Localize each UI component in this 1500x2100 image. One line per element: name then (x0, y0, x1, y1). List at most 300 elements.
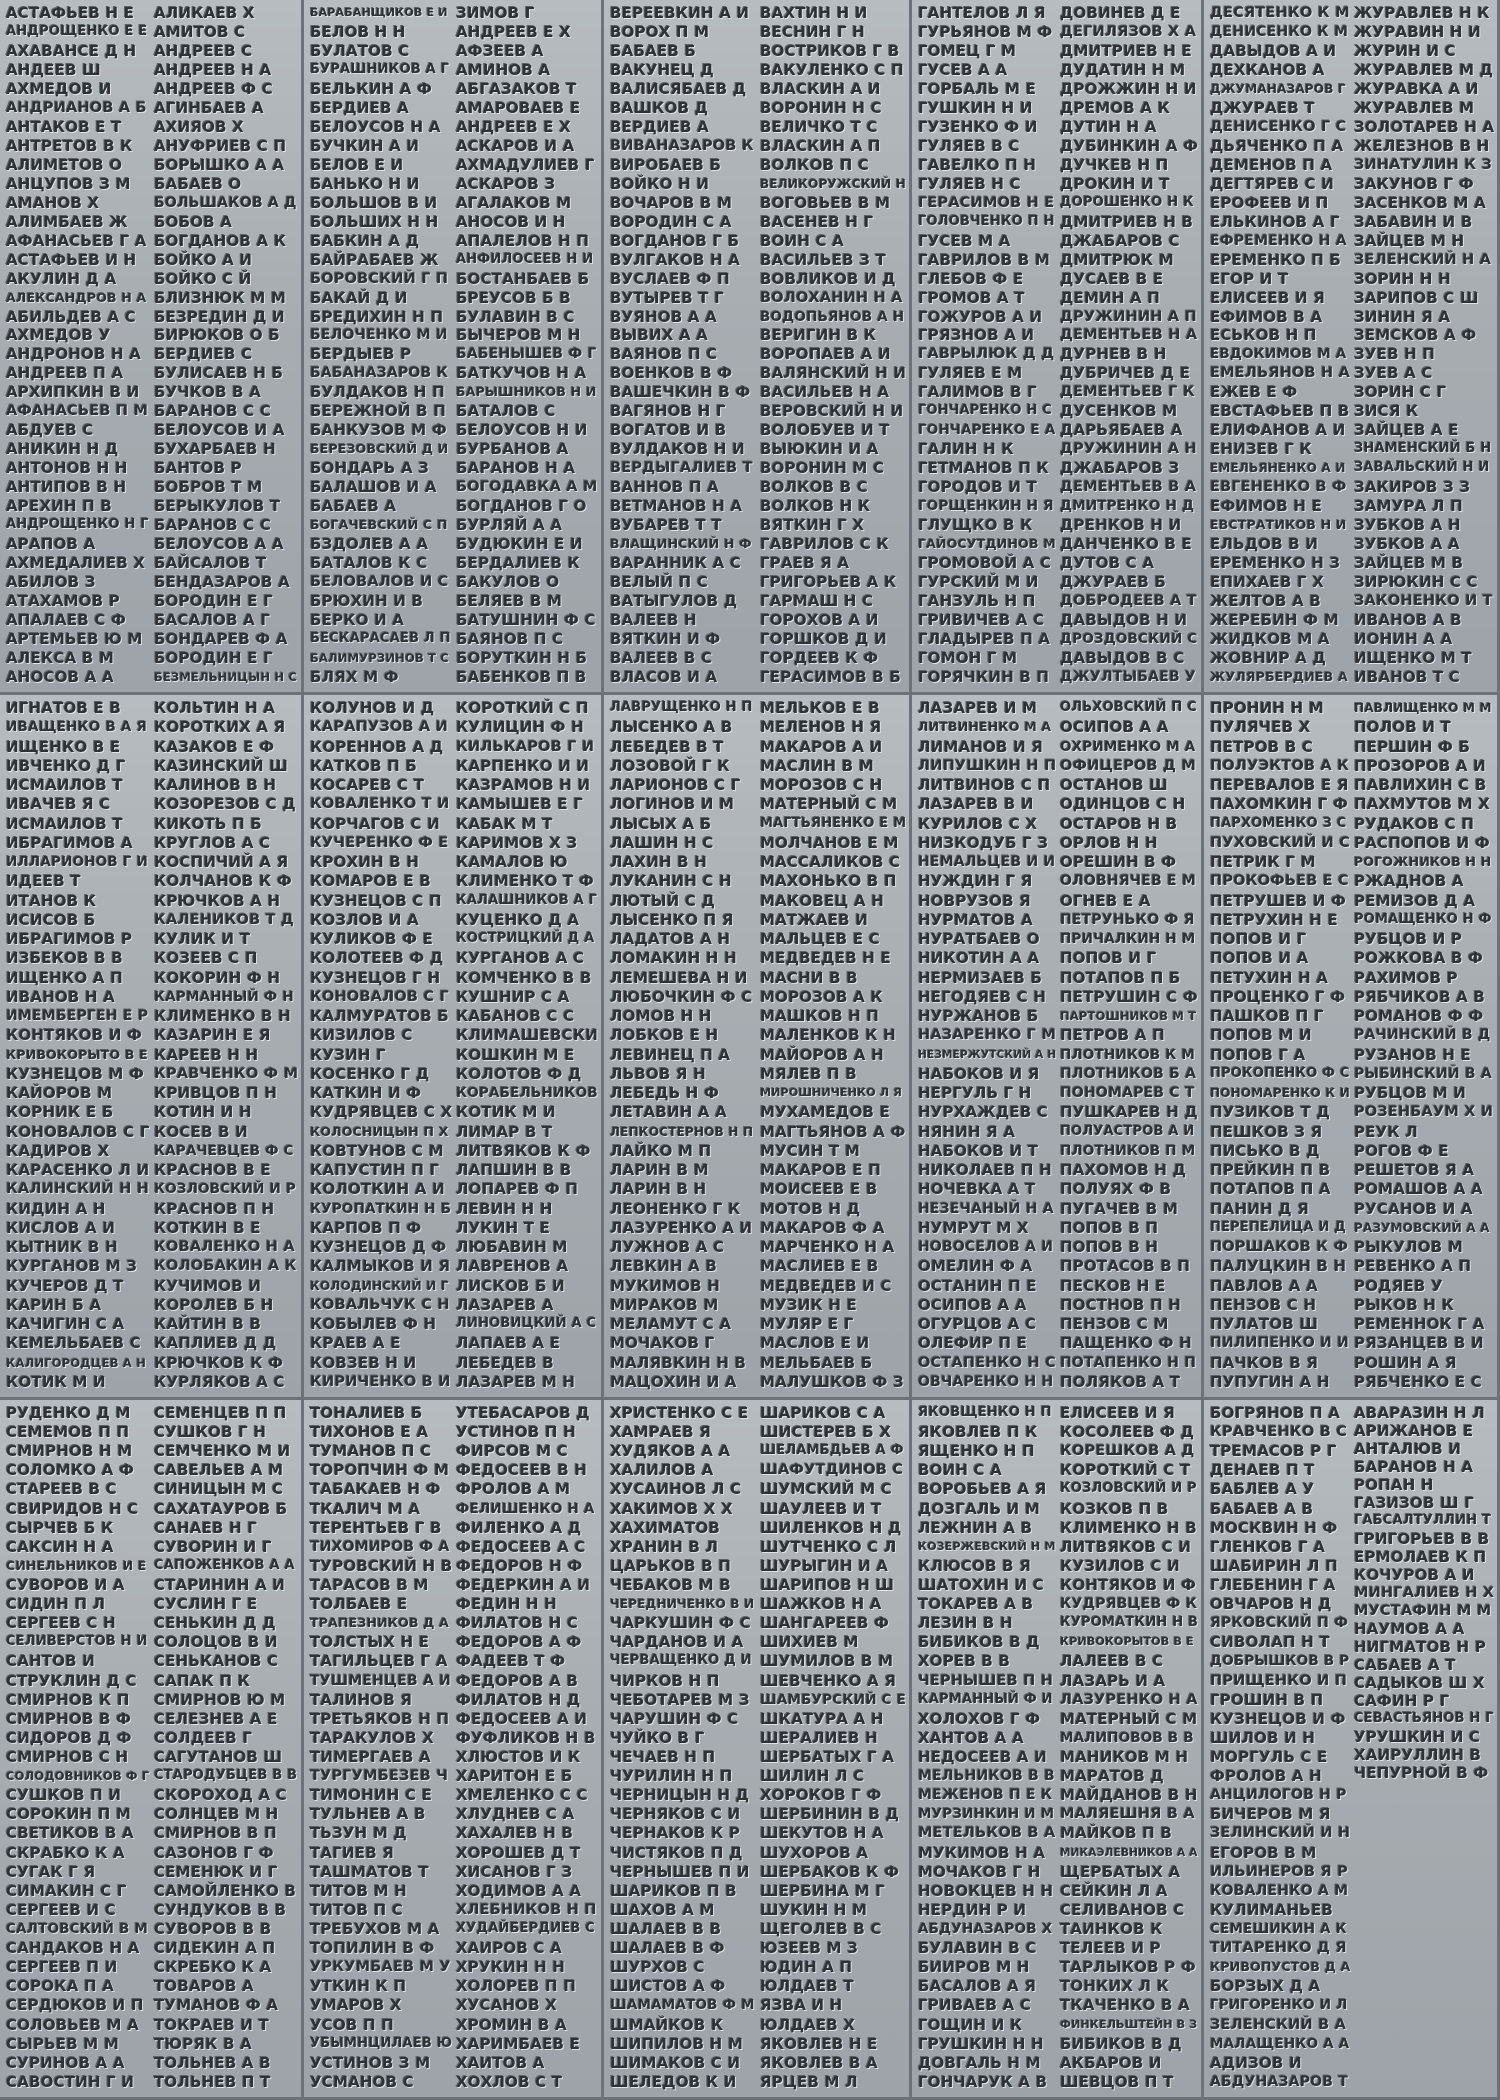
name-entry: ФЕДОРОВ Н Ф (456, 1556, 583, 1575)
name-entry: БОСТАНБАЕВ Б (456, 269, 590, 288)
name-entry: АХМЕДОВ И (6, 79, 112, 98)
name-entry: АНДРОЩЕНКО Н Г (6, 517, 149, 533)
name-entry: ОРЕШИН В Ф (1060, 853, 1177, 871)
name-entry: ГОРШКОВ Д И (760, 629, 887, 648)
name-entry: КУРГАНОВ А С (456, 949, 585, 968)
name-entry: ШУТЧЕНКО С Л (760, 1537, 897, 1556)
name-entry: КОБЫЛЕВ Ф Н (310, 1315, 437, 1333)
name-entry: КОРОТКИХ А Я (154, 718, 286, 737)
name-entry: КЛИМАШЕВСКИ (456, 1026, 599, 1045)
name-entry: ВОЕНКОВ В Ф (610, 364, 733, 383)
name-entry: ДЖУРАЕВ Т (1210, 98, 1315, 117)
name-entry: КОСЕВ В И (154, 1122, 248, 1141)
name-entry: АНДРЕЕВ Е Х (456, 117, 571, 136)
name-entry: АНТАЛЮВ И (1354, 1440, 1462, 1458)
name-entry: ОСТАНИН П Е (918, 1276, 1037, 1295)
name-entry: ЗЕМСКОВ А Ф (1354, 326, 1477, 345)
name-entry: СЕМЕШИКИН А К (1210, 1920, 1347, 1937)
name-entry: ЧЕРНЯКОВ С И (610, 1805, 741, 1824)
name-entry: ДЕГИЛЯЗОВ Х А (1060, 23, 1197, 40)
name-entry: НУРЖАНОВ Б (918, 1007, 1039, 1025)
name-entry: МАЛУШКОВ Ф З (760, 1372, 904, 1391)
name-entry: МАРАТОВ Д (1060, 1767, 1164, 1786)
name-entry: АНДРЕЕВ Н А (154, 60, 272, 79)
name-entry: КЛИМЕНКО В Н (154, 1007, 291, 1025)
name-entry: ВОРОПАЕВ А И (760, 345, 891, 364)
name-entry: АЛИМБАЕВ Ж (6, 212, 128, 231)
name-entry: СУВОРОВ И А (6, 1575, 125, 1594)
name-entry: БЕЛЯЕВ В М (456, 592, 563, 611)
name-entry: ПАХМУТОВ М Х (1354, 795, 1490, 814)
name-entry: БЛЯХ М Ф (310, 667, 399, 686)
name-entry: СОРОКА П А (6, 1977, 114, 1996)
name-entry: ИВАЩЕНКО В А Я (6, 719, 147, 736)
name-entry: ИГНАТОВ Е В (6, 699, 122, 717)
name-entry: БАЛАШОВ И А (310, 478, 437, 497)
name-entry: ЕЛЬДОВ В И (1210, 535, 1319, 554)
name-entry: ВЕРДИЕВ А (610, 117, 709, 136)
name-entry: ЗАБАВИН И В (1354, 212, 1473, 231)
name-entry: ВЛАСОВ И А (610, 667, 718, 686)
name-entry: КАЛМУРАТОВ Б (310, 1007, 449, 1025)
name-entry: СЕМЕМОВ П П (6, 1423, 130, 1442)
name-entry: ВАННОВ П А (610, 478, 719, 497)
name-entry: КОРОТКИЙ С П (456, 699, 589, 717)
name-entry: СОЛОЦОВ В И (154, 1633, 278, 1652)
name-entry: ЗИНИН Я А (1354, 307, 1451, 326)
name-entry: УТЕБАСАРОВ Д (456, 1404, 590, 1422)
name-entry: МУЗИК Н Е (760, 1295, 858, 1314)
name-entry: РЫБИНСКИЙ В А (1354, 1065, 1492, 1082)
name-entry: ЛАДАТОВ А Н (610, 930, 731, 948)
name-entry: ГОНЧАРЕНКО Н С (918, 403, 1053, 419)
name-entry: ШУХОРОВ А (760, 1843, 869, 1862)
name-entry: САЗОНОВ Г Ф (154, 1843, 274, 1862)
name-entry: СЕЛИВЕРСТОВ Н И (6, 1634, 148, 1650)
name-entry: ДМИТРИЕВ Н Е (1060, 41, 1192, 60)
name-entry: ХУСАИНОВ Л С (610, 1480, 742, 1499)
name-entry: МАЦОХИН И А (610, 1372, 737, 1391)
name-entry: ВОРОДИН С А (610, 212, 732, 231)
name-entry: ВАЯНОВ П С (610, 345, 718, 364)
name-entry: ДЖУРАЕВ Б (1060, 573, 1167, 592)
name-entry: ГЛЕБЕНИН Г А (1210, 1575, 1336, 1594)
name-entry: ХЛЕБНИКОВ Н П (456, 1901, 597, 1918)
name-entry: ТЕЛЕЕВ И Р (1060, 1939, 1161, 1958)
name-entry: АМИТОВ С (154, 22, 246, 41)
name-entry: АРАПОВ А (6, 535, 96, 554)
name-entry: ДУСЕНКОВ М (1060, 402, 1178, 421)
name-entry: ШИХИЕВ М (760, 1633, 859, 1652)
name-entry: МАЛЕНКОВ К Н (760, 1026, 896, 1045)
name-entry: ТУЛЬНЕВ А В (310, 1805, 426, 1824)
name-entry: КИСЛОВ А И (6, 1218, 116, 1237)
name-entry: МУСТАФИН М М (1354, 1603, 1492, 1619)
name-entry: ДОБРОДЕЕВ А Т (1060, 593, 1197, 610)
name-entry: ШЕЛЕДОВ К И (610, 2072, 737, 2091)
name-entry: ЛАЛЕЕВ В С (1060, 1652, 1164, 1671)
name-entry: КАЗИНСКИЙ Ш (154, 756, 288, 775)
name-entry: БУЧКОВ В А (154, 383, 262, 402)
name-entry: АНДРЕЕВ Ф С (154, 79, 273, 98)
name-entry: БУЛАВИН В С (456, 307, 575, 326)
name-entry: БАЙСАЛОВ Т (154, 554, 267, 573)
name-entry: ШЕРБАКОВ К Ф (760, 1862, 900, 1881)
name-entry: ВОЙКО Н И (610, 174, 710, 193)
name-entry: ЗОЛОТАРЕВ Н А (1354, 117, 1495, 136)
name-entry: БУЛДАКОВ Н П (310, 383, 445, 402)
name-entry: ЧЕРВАЩЕНКО Д И (610, 1653, 752, 1669)
name-entry: ЖИДКОВ М А (1210, 629, 1330, 648)
name-entry: САКСИН Н А (6, 1537, 114, 1556)
name-entry: КУЛИКОВ Ф Е (310, 930, 434, 948)
name-entry: АБГАЗАКОВ Т (456, 79, 577, 98)
name-entry: ЛАРИН В М (610, 1161, 709, 1179)
name-entry: АВАРАЗИН Н Л (1354, 1404, 1485, 1422)
name-entry: КУЛИМАНЬЕВ (1210, 1900, 1334, 1919)
name-entry: УТКИН К П (310, 1977, 407, 1996)
name-entry: ПРИЧАЛКИН Н М (1060, 931, 1196, 947)
name-entry: ТАРАСОВ В М (310, 1575, 429, 1594)
name-entry: ЛАЙКО М П (610, 1141, 712, 1160)
name-entry: НУРАТБАЕВ О (918, 930, 1040, 948)
name-entry: САВОСТИН Г И (6, 2072, 135, 2091)
name-entry: ФАДЕЕВ Т Ф (456, 1652, 566, 1671)
name-entry: РЯЗАНЦЕВ В И (1354, 1334, 1484, 1353)
name-entry: ИЩЕНКО А П (6, 968, 123, 987)
name-entry: ТИТОВ П С (310, 1900, 404, 1919)
name-entry: АБИЛОВ З (6, 573, 96, 592)
name-entry: АНОСОВ И Н (456, 212, 566, 231)
name-entry: КОНТЯКОВ И Ф (1060, 1575, 1197, 1594)
name-entry: ЛАЗАРЕВ А (456, 1295, 554, 1314)
name-entry: ЗАМУРА Л П (1354, 497, 1463, 516)
name-entry: ЮДИН А П (760, 1958, 853, 1977)
name-entry: КАДИРОВ Х (6, 1141, 110, 1160)
name-entry: ПАВЛИЩЕНКО М М (1354, 701, 1492, 715)
name-entry: КАМЫШЕВ Е Г (456, 795, 583, 814)
name-entry: МИКАЭЛЕВНИКОВ А А (1060, 1846, 1198, 1859)
name-entry: ПРЕЙКИН П В (1210, 1161, 1331, 1179)
name-column (918, 695, 1056, 1397)
name-entry: МЕЛЬБАЕВ Б (760, 1353, 873, 1372)
name-entry: ЯРЦЕВ М Л (760, 2072, 858, 2091)
name-entry: ДЕСЯТЕНКО К М (1210, 5, 1350, 21)
name-entry: ТАБАКАЕВ Н Ф (310, 1480, 441, 1499)
name-entry: НЕРДИН Р И (918, 1900, 1027, 1919)
name-entry: МЕЛЬНИКОВ В В (918, 1768, 1055, 1785)
name-entry: КРИВОПУСТОВ Д А (1210, 1959, 1351, 1975)
name-entry: КОВАЛЕНКО А М (1210, 1882, 1349, 1899)
name-entry: РЫКУЛОВ М (1354, 1238, 1463, 1256)
name-entry: ЛИТВЯКОВ К Ф (456, 1141, 591, 1160)
name-entry: ИЛЬИНЕРОВ Я Р (1210, 1863, 1348, 1880)
name-entry: ШАРИКОВ П В (610, 1881, 737, 1900)
name-entry: СЕРДЮКОВ И П (6, 1996, 144, 2015)
name-column (918, 1400, 1056, 2097)
name-entry: ЧЕРНАКОВ К Р (610, 1824, 741, 1843)
name-entry: ЛАЗАРЕВ И М (918, 699, 1038, 717)
name-entry: БЕЛОВ Е И (310, 155, 404, 174)
name-plate (604, 1400, 912, 2100)
name-entry: КИДИН А Н (6, 1199, 106, 1218)
name-entry: КОРНИК Е Б (6, 1103, 114, 1122)
name-entry: ХУДЯКОВ А А (610, 1442, 731, 1461)
name-entry: КОНОВАЛОВ С Г (6, 1122, 150, 1141)
name-entry: НЕДОСЕЕВ А И (918, 1747, 1047, 1766)
name-entry: ГОРДЕЕВ К Ф (760, 648, 879, 667)
name-entry: АПАЛЕЛОВ Н П (456, 231, 590, 250)
name-entry: ТАГИЛЬЦЕВ Г А (310, 1652, 448, 1671)
name-entry: АМИНОВ А (456, 60, 551, 79)
name-entry: ЮЛДАЕВ Х (760, 2015, 856, 2034)
name-entry: МОЛЧАНОВ Е М (760, 833, 899, 852)
name-entry: УРКУМБАЕВ М У (310, 1959, 451, 1976)
name-entry: КАЧИГИН С А (6, 1315, 125, 1333)
name-entry: ОСТАПЕНКО Н С (918, 1354, 1056, 1371)
name-entry: ЛЕТАВИН А А (610, 1103, 727, 1122)
name-entry: ЯКОВЛЕВ В А (760, 2053, 878, 2072)
name-entry: ДЕМИН А П (1060, 288, 1161, 307)
name-entry: ПАРХОМЕНКО З С (1210, 815, 1347, 831)
name-entry: БАБАЕВ О (154, 174, 242, 193)
name-entry: КАРПЕНКО И И (456, 756, 590, 775)
name-entry: ГРАЕВ Я А (760, 554, 850, 573)
name-entry: ВАРАННИК А С (610, 554, 742, 573)
name-entry: МАРЧЕНКО Н А (760, 1238, 895, 1256)
name-entry: АНДРЕЕВ С (154, 41, 253, 60)
name-entry: КРАЕВ А Е (310, 1334, 401, 1353)
name-entry: ИЩЕНКО М Т (1354, 648, 1472, 667)
name-entry: ЕГОРОВ В М (1210, 1843, 1317, 1862)
name-entry: КОЛУНОВ И Д (310, 699, 435, 717)
name-entry: ЖУРАВЛЕВ М Д (1354, 60, 1494, 79)
name-entry: ГУЗЕНКО Ф И (918, 117, 1038, 136)
name-entry: ШИСТОВ А Ф (610, 1977, 726, 1996)
name-entry: ВОЛОХАНИН Н А (760, 289, 903, 306)
name-column (1060, 695, 1198, 1397)
name-entry: ХРУКИН Н Н (456, 1958, 566, 1977)
name-column (1210, 0, 1350, 692)
name-entry: ЗУБКОВ А А (1354, 535, 1460, 554)
name-entry: КОЛОБАКИН А К (154, 1258, 297, 1275)
name-entry: СМИРНОВ Ю М (154, 1690, 286, 1709)
name-entry: ЕЛИФАНОВ А И (1210, 421, 1346, 440)
name-entry: МАСЛИН В М (760, 756, 874, 775)
name-entry: РАЧИНСКИЙ В Д (1354, 1027, 1491, 1044)
name-entry: КОВАЛЕНКО Т И (310, 796, 450, 813)
name-entry: ЛАШИН Н С (610, 833, 714, 852)
name-entry: БОЛЬШИХ Н Н (310, 212, 439, 231)
name-entry: КЕМЕЛЬБАЕВ С (6, 1334, 141, 1353)
name-entry: БАНЬКО Н И (310, 174, 420, 193)
name-entry: КУЛИК И Т (154, 930, 251, 948)
name-entry: ВАКУЛЕНКО С П (760, 60, 904, 79)
name-entry: МИРОШНИЧЕНКО Л Я (760, 1086, 902, 1099)
name-entry: РОГОЖНИКОВ Н Н (1354, 854, 1492, 869)
name-entry: ГАВЕЛКО П Н (918, 155, 1037, 174)
name-entry: КОЛОТЕЕВ Ф Д (310, 949, 444, 968)
name-entry: АНДРЕЕВ П А (6, 364, 124, 383)
name-entry: ВОЛКОВ Н К (760, 497, 871, 516)
name-column (6, 0, 150, 692)
name-entry: ШИМАКОВ С И (610, 2053, 741, 2072)
name-entry: ЖОВНИР А Д (1210, 648, 1327, 667)
name-entry: ПОРШАКОВ К Ф (1210, 1239, 1349, 1255)
name-entry: РУЗАНОВ Н Е (1354, 1045, 1472, 1064)
name-entry: ЕРЕМЕНКО П Б (1210, 250, 1342, 269)
name-entry: КАЗАРИН Е Я (154, 1026, 271, 1045)
name-entry: ПАЩЕНКО Ф Н (1060, 1334, 1192, 1353)
name-plate (1204, 695, 1500, 1400)
name-entry: РЫКОВ Н К (1354, 1295, 1455, 1314)
name-entry: ЗЕЛЕНСКИЙ В А (1210, 2016, 1347, 2033)
name-entry: РУБЦОВ И Р (1354, 930, 1463, 948)
name-entry: КОМАРОВ Е В (310, 872, 432, 891)
name-entry: МАШКОВ Н П (760, 1007, 880, 1025)
name-entry: ШУРХОВ С (610, 1958, 705, 1977)
name-entry: МОЧАКОВ Г (610, 1334, 715, 1353)
name-entry: ПЕШКОВ З Я (1210, 1122, 1323, 1141)
name-entry: НУЖДИН Г Я (918, 872, 1033, 891)
name-entry: ГОНЧАРЕНКО Е А (918, 422, 1056, 439)
name-entry: ЛЕЖНИН А В (918, 1518, 1033, 1537)
name-entry: МАХОНЬКО В П (760, 872, 897, 891)
name-column (154, 1400, 298, 2097)
name-entry: КАЛИГОРОДЦЕВ А Н (6, 1355, 147, 1370)
name-entry: КУРЛЯКОВ А С (154, 1372, 285, 1391)
name-entry: ПЕНЗОВ С Н (1210, 1295, 1317, 1314)
name-entry: ЕФИМОВ Н Е (1210, 497, 1323, 516)
name-entry: БЕРДИЕВ А (310, 98, 409, 117)
name-entry: ГАВРИЛОВ С К (760, 535, 889, 554)
name-entry: МУКИМОВ Н (610, 1276, 720, 1295)
name-entry: ТОЛЬНЕВ А В (154, 2053, 271, 2072)
name-entry: ЯКОВЩЕНКО Н П (918, 1405, 1052, 1420)
name-entry: БАРЫШНИКОВ Н И (456, 384, 597, 400)
name-entry: ЕГОР И Т (1210, 269, 1289, 288)
name-entry: ПАЛУЦКИН В Н (1210, 1257, 1347, 1276)
name-entry: ШИЛЕНКОВ Н Д (760, 1518, 902, 1537)
name-entry: СОЛДЕЕВ Г (154, 1728, 253, 1747)
name-entry: ВЕСНИН Г Н (760, 22, 865, 41)
name-entry: ДЕГТЯРЕВ С И (1210, 174, 1335, 193)
name-column (1060, 1400, 1198, 2097)
name-entry: ЯЩЕНКО Н П (918, 1442, 1035, 1461)
name-entry: БЕЛОУСОВ И А (154, 421, 285, 440)
name-entry: САНАЕВ Н Г (154, 1518, 258, 1537)
name-entry: ВЕЛИЧКО Т С (760, 117, 878, 136)
name-entry: АНФИЛОСЕЕВ Н И (456, 251, 594, 267)
name-entry: ФЕДЕРКИН А И (456, 1575, 591, 1594)
name-entry: ПЕРЕПЕЛИЦА И Д (1210, 1219, 1347, 1235)
name-entry: ГРУШКИН Н Н (918, 2034, 1044, 2053)
name-entry: РЕШЕТОВ Я А (1354, 1161, 1475, 1179)
name-entry: ТОЛЬНЕВ П Т (154, 2072, 271, 2091)
name-entry: ГУЛЯЕВ Н С (918, 174, 1021, 193)
name-entry: КИКОТЬ П Б (154, 814, 262, 833)
name-entry: ХАРИТОН Е Б (456, 1767, 573, 1786)
name-entry: КОТИК М И (6, 1372, 106, 1391)
name-entry: ГОРЩЕНКИН Н Я (918, 498, 1054, 515)
name-entry: АНДРИАНОВ А Б (6, 99, 147, 116)
name-entry: ОЛЕФИР П Е (918, 1334, 1028, 1353)
name-entry: ТАРЛЫКОВ Р Ф (1060, 1958, 1196, 1977)
name-entry: ПАРТОШНИКОВ М Т (1060, 1009, 1197, 1023)
name-entry: АСТАФЬЕВ Н Е (6, 4, 135, 22)
name-entry: ИВАНОВ Т С (1354, 667, 1461, 686)
name-entry: ГАЛИН Н К (918, 440, 1014, 459)
name-entry: ЛУКАНИН С Н (610, 872, 732, 891)
name-entry: ЛЕВИНЕЦ П А (610, 1045, 731, 1064)
name-entry: НИГМАТОВ Н Р (1354, 1638, 1487, 1656)
name-entry: ОСИПОВ А А (918, 1295, 1027, 1314)
name-entry: ЖЕЛТОВ А В (1210, 592, 1321, 611)
name-entry: КРАВЧЕНКО В С (1210, 1424, 1348, 1441)
name-entry: КОСЕНКО Г Д (310, 1064, 430, 1083)
name-entry: ДРОКИН И Т (1060, 174, 1170, 193)
name-entry: РУДАКОВ С П (1354, 814, 1475, 833)
name-entry: КОВАЛЕНКО Н А (154, 1239, 295, 1255)
name-entry: ВЕТМАНОВ Н А (610, 497, 743, 516)
name-entry: ШУКИН Н М (760, 1900, 868, 1919)
name-entry: АМАНОВ Х (6, 193, 100, 212)
name-entry: ФИРСОВ М С (456, 1442, 568, 1461)
name-entry: ГОНЧАРУК А В (918, 2072, 1048, 2091)
name-column (310, 1400, 452, 2097)
name-entry: ЛЮБАВИН М (456, 1238, 568, 1256)
name-entry: ПЛОТНИКОВ Б А (1060, 1065, 1197, 1082)
name-plate (912, 695, 1204, 1400)
name-entry: ОФИЦЕРОВ Д М (1060, 757, 1197, 774)
name-entry: ПЕТУХИН Н А (1210, 968, 1329, 987)
name-plate (0, 1400, 304, 2100)
name-entry: ЗАКУНОВ Г Ф (1354, 174, 1474, 193)
name-entry: МАЛЯЕШНЯ В А (1060, 1806, 1195, 1823)
name-entry: ХИСАНОВ Г З (456, 1862, 573, 1881)
name-entry: СЕРГЕЕВ С Н (6, 1614, 116, 1633)
name-entry: ВЫЮКИН И А (760, 440, 879, 459)
name-entry: СУГАК Г Я (6, 1862, 96, 1881)
name-entry: БАЛИМУРЗИНОВ Т С (310, 650, 450, 665)
name-entry: ЛИПУШКИН Н П (918, 757, 1057, 774)
name-entry: ГУСЕВ М А (918, 231, 1011, 250)
name-entry: НОВОСЕЛОВ А И (918, 1239, 1054, 1255)
name-entry: ЗИРЮКИН С С (1354, 573, 1478, 592)
name-entry: БЕЛЬКИН А Ф (310, 79, 433, 98)
name-entry: ИВЧЕНКО Д Г (6, 756, 126, 775)
name-entry: КОВАЛЬЧУК С Н (310, 1296, 450, 1313)
name-entry: БЕЗРЕДИН Д И (154, 307, 285, 326)
name-entry: ХАКИМОВ Х Х (610, 1499, 733, 1518)
name-entry: ТРАПЕЗНИКОВ Д А (310, 1615, 450, 1631)
name-entry: КОСОЛЕЕВ Ф Д (1060, 1423, 1195, 1442)
name-entry: БАРАБАНЩИКОВ Е И (310, 6, 448, 19)
name-entry: ГУЛЯЕВ Е М (918, 364, 1023, 383)
name-entry: ШАРИПОВ Н Ш (760, 1575, 895, 1594)
name-entry: ШАЛАЕВ В Ф (610, 1939, 725, 1958)
name-entry: ДЕМЕНТЬЕВ Н А (1060, 327, 1198, 344)
name-entry: БУЛИСАЕВ Н Б (154, 364, 284, 383)
name-entry: БЛИЗНЮК М М (154, 288, 287, 307)
name-entry: КУЧИМОВ И (154, 1276, 262, 1295)
name-column (154, 695, 298, 1397)
name-entry: БОГДАНОВ А К (154, 231, 287, 250)
name-entry: ВОРОХ П М (610, 22, 710, 41)
name-entry: КОШКИН М Е (456, 1045, 575, 1064)
name-entry: ЕМЕЛЬЯНОВ Н А (1210, 365, 1351, 382)
name-entry: ГРИГОРЬЕВ А К (760, 573, 897, 592)
